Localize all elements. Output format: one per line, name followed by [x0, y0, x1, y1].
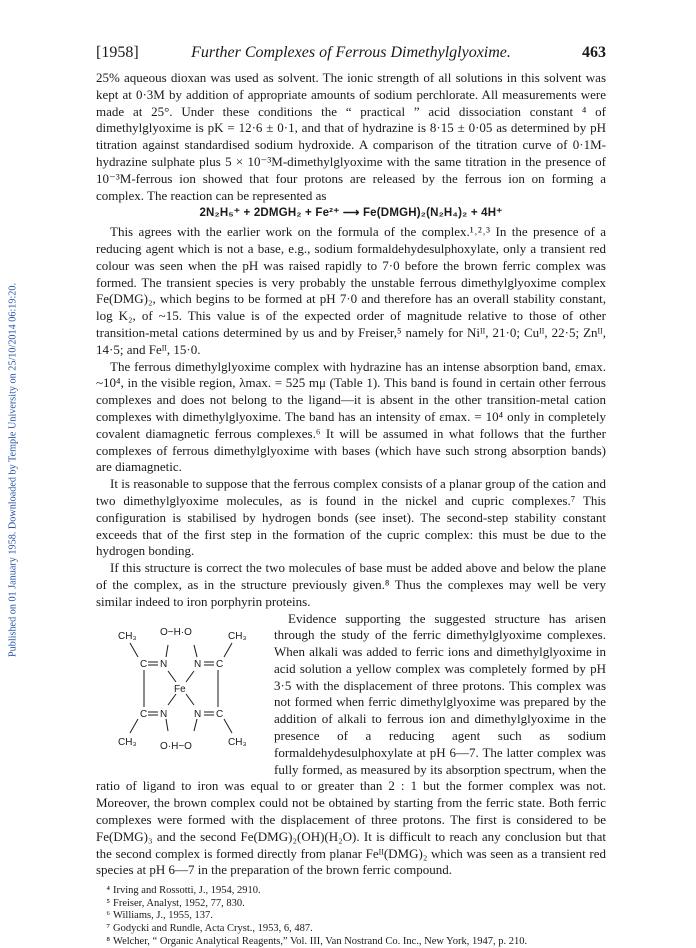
- fe-dmg-structure-diagram: [96, 613, 266, 763]
- journal-page: [96, 44, 606, 948]
- header-year: [1958]: [96, 44, 139, 61]
- structure-ch3-label: CH₃: [118, 736, 137, 748]
- paragraph-5: If this structure is correct the two molecules of base must be added above and below the plane of the complex, as in the structure previously given.⁸ Thus the complexes may well be very similar indeed to iron porphyrin proteins.: [96, 560, 606, 609]
- structure-c-label: C: [216, 708, 224, 720]
- page-number: 463: [582, 44, 606, 61]
- paragraph-6-text: Evidence supporting the suggested structure has arisen through the study of the ferric dimethylglyoxime complexes. When alkali was added to ferric ions and dimethylglyoxime in acid solution a yellow complex was completely formed by pH 3·5 with the displacement of three protons. This complex was not formed when ferric dimethylglyoxime was prepared by the addition of alkali to ferrous ion and dimethylglyoxime in the presence of a reducing agent such as sodium formaldehydesulphoxylate at pH 6—7. The latter complex was fully formed, as measured by its absorption spectrum, when the ratio of ligand to iron was equal to or greater than 2 : 1 but the former complex was not. Moreover, the brown complex could not be obtained by starting from the ferric state. Both ferric complexes were formed with the displacement of three protons. The first is considered to be Fe(DMG)₃ and the second Fe(DMG)₂(OH)(H₂O). It is difficult to reach any conclusion but that the second complex is formed directly from planar Feᴵᴵ(DMG)₂ which was seen as a transient red species at pH 6—7 in the preparation of the brown ferric compound.: [96, 610, 606, 878]
- structure-c-label: C: [140, 708, 148, 720]
- structure-n-label: N: [160, 708, 168, 720]
- reference-item: ⁶ Williams, J., 1955, 137.: [106, 910, 213, 922]
- header-title: Further Complexes of Ferrous Dimethylglyoxime.: [191, 44, 511, 61]
- download-notice-sidebar: [0, 0, 26, 911]
- structure-c-label: C: [216, 658, 224, 670]
- article-body: [96, 70, 606, 879]
- reference-item: ⁸ Welcher, “ Organic Analytical Reagents,” Vol. III, Van Nostrand Co. Inc., New York, 1947, p. 210.: [106, 935, 528, 947]
- reaction-equation: 2N₂H₅⁺ + 2DMGH₂ + Fe²⁺ ⟶ Fe(DMGH)₂(N₂H₄)₂ + 4H⁺: [199, 207, 503, 220]
- download-notice-text: Published on 01 January 1958. Downloaded by Temple University on 25/10/2014 06:19:20.: [7, 282, 19, 658]
- paragraph-1: 25% aqueous dioxan was used as solvent. The ionic strength of all solutions in this solvent was kept at 0·3M by addition of appropriate amounts of sodium perchlorate. All measurements were made at 25°. Under these conditions the “ practical ” acid dissociation constant ⁴ of dimethylglyoxime is pK = 12·6 ± 0·1, and that of hydrazine is 8·15 ± 0·05 as determined by pH titration against standardised sodium hydroxide. A comparison of the titration curve of 0·1M-hydrazine sulphate plus 5 × 10⁻³M-dimethylglyoxime with the same titration in the presence of 10⁻³M-ferrous ion showed that four protons are released by the ferrous ion on forming a complex. The reaction can be represented as: [96, 70, 606, 203]
- paragraph-6: [96, 611, 606, 880]
- structure-ch3-label: CH₃: [118, 630, 137, 642]
- references-list: [96, 885, 606, 948]
- structure-n-label: N: [194, 708, 202, 720]
- structure-ch3-label: CH₃: [228, 630, 247, 642]
- reference-item: ⁴ Irving and Rossotti, J., 1954, 2910.: [106, 885, 261, 897]
- paragraph-4: It is reasonable to suppose that the ferrous complex consists of a planar group of the cation and two dimethylglyoxime molecules, as is found in the nickel and cupric complexes.⁷ This configuration is stabilised by hydrogen bonds (see inset). The second-step stability constant exceeds that of the first step in the formation of the cupric complex: this must be due to the hydrogen bonding.: [96, 476, 606, 559]
- running-header: [96, 44, 606, 62]
- paragraph-3: The ferrous dimethylglyoxime complex with hydrazine has an intense absorption band, εmax. ~10⁴, in the visible region, λmax. = 525 mμ (Table 1). This band is found in certain other ferrous complexes and does not belong to the ligand—it is absent in the other transition-metal cation complexes with dimethylglyoxime. The band has an intensity of εmax. = 10⁴ only in completely covalent diamagnetic ferrous complexes.⁶ It will be assumed in what follows that the further complexes of ferrous dimethylglyoxime with bases (which have such strong absorption bands) are diamagnetic.: [96, 358, 606, 475]
- structure-ch3-label: CH₃: [228, 736, 247, 748]
- structure-n-label: N: [194, 658, 202, 670]
- structure-fe-label: Fe: [174, 683, 186, 695]
- structure-c-label: C: [140, 658, 148, 670]
- reference-item: ⁷ Godycki and Rundle, Acta Cryst., 1953, 6, 487.: [106, 923, 313, 935]
- structure-n-label: N: [160, 658, 168, 670]
- paragraph-2: This agrees with the earlier work on the formula of the complex.¹˒²˒³ In the presence of a reducing agent which is not a base, e.g., sodium formaldehydesulphoxylate, only a transient red colour was seen when the pH was raised rapidly to 7·0 before the brown ferric complex was formed. The transient species is very probably the unstable ferrous dimethylglyoxime complex Fe(DMG)₂, which begins to be formed at pH 7·0 and therefore has an overall stability constant, log K₂, of ~15. This value is of the expected order of magnitude relative to those of other transition-metal cations determined by us and by Freiser,⁵ namely for Niᴵᴵ, 21·0; Cuᴵᴵ, 22·5; Znᴵᴵ, 14·5; and Feᴵᴵ, 15·0.: [96, 224, 606, 357]
- structure-oho-bottom-label: O·H−O: [160, 740, 192, 752]
- reference-item: ⁵ Freiser, Analyst, 1952, 77, 830.: [106, 897, 245, 909]
- structure-oho-top-label: O−H·O: [160, 626, 192, 638]
